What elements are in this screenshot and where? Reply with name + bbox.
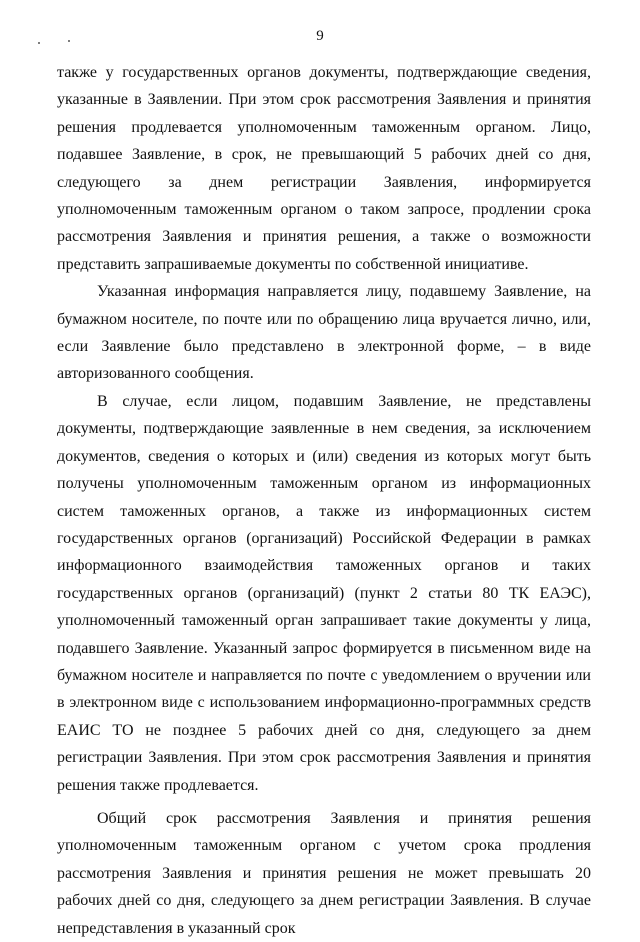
paragraph: Указанная информация направляется лицу, подавшему Заявление, на бумажном носителе, по почте или по обращению лица вручается лично, или, если Заявление было представлено в электронной форме, – в виде авторизованного сообщения. (57, 283, 591, 383)
paragraph: также у государственных органов документы, подтверждающие сведения, указанные в Заявлении. При этом срок рассмотрения Заявления и принятия решения продлевается уполномоченным таможенным органом. Лицо, подавшее Заявление, в срок, не превышающий 5 рабочих дней со дня, следующего за днем регистрации Заявления, информируется уполномоченным таможенным органом о таком запросе, продлении срока рассмотрения Заявления и принятия решения, а также о возможности представить запрашиваемые документы по собственной инициативе. (57, 64, 591, 273)
page-number: 9 (316, 28, 324, 44)
paragraph: Общий срок рассмотрения Заявления и принятия решения уполномоченным таможенным органом с учетом срока продления рассмотрения Заявления и принятия решения не может превышать 20 рабочих дней со дня, следующего за днем регистрации Заявления. В случае непредставления в указанный срок (57, 809, 591, 937)
document-body (57, 59, 591, 942)
paragraph: В случае, если лицом, подавшим Заявление, не представлены документы, подтверждающие заявленные в нем сведения, за исключением документов, сведения о которых и (или) сведения из которых могут быть получены уполномоченным таможенным органом из информационных систем таможенных органов, а также из информационных систем государственных органов (организаций) Российской Федерации в рамках информационного взаимодействия таможенных органов и таких государственных органов (организаций) (пункт 2 статьи 80 ТК ЕАЭС), уполномоченный таможенный орган запрашивает такие документы у лица, подавшего Заявление. Указанный запрос формируется в письменном виде на бумажном носителе и направляется по почте с уведомлением о вручении или в электронном виде с использованием информационно-программных средств ЕАИС ТО не позднее 5 рабочих дней со дня, следующего за днем регистрации Заявления. При этом срок рассмотрения Заявления и принятия решения также продлевается. (57, 392, 591, 794)
